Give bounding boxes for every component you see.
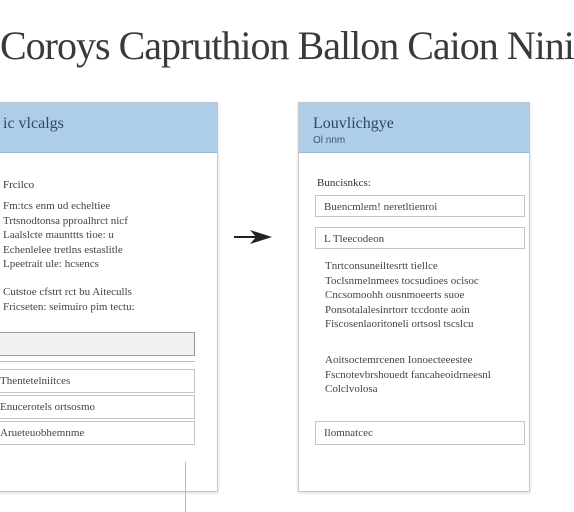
text-line: Ponsotalalesinrtorr tccdonte aoin (325, 303, 470, 316)
left-paragraph-2 (3, 285, 135, 314)
page-title: Coroys Capruthion Ballon Caion Nini (0, 23, 574, 68)
left-field-2[interactable]: Thentetelniitces (0, 369, 195, 393)
text-line: Echenlelee tretlns estaslitle (3, 243, 123, 256)
right-paragraph-1 (325, 259, 479, 332)
left-panel-title: ic vlcalgs (3, 115, 64, 132)
right-panel-subtitle: Ol nnm (313, 135, 346, 146)
text-line: Aoitsoctemrcenen Ionoecteeestee (325, 354, 473, 366)
right-select-field[interactable]: L Tleecodeon (315, 227, 525, 249)
right-paragraph-2 (325, 353, 491, 397)
left-panel-header (0, 103, 217, 153)
text-line: Fiscosenlaoritoneli ortsosl tscslcu (325, 318, 474, 331)
text-line: Toclsnmelnmees tocsudioes ocisoc (325, 274, 479, 287)
left-section-label: Frcilco (3, 179, 35, 191)
left-field-4[interactable]: Arueteuobhemnme (0, 421, 195, 445)
text-line: Tnrtconsuneiltesrtt tiellce (325, 260, 438, 272)
text-line: Fricseten: seimuiro pim tectu: (3, 300, 135, 313)
left-field-1[interactable] (0, 332, 195, 356)
right-arrow-icon (232, 228, 272, 246)
right-field-top[interactable]: Buencmlem! neretltienroi (315, 195, 525, 217)
right-panel-header (299, 103, 529, 153)
divider (0, 361, 195, 362)
connector-line (185, 462, 186, 512)
left-dialog-panel (0, 102, 218, 492)
text-line: Lpeetrait ule: hcsencs (3, 258, 99, 271)
text-line: Laalslcte maunttts tioe: u (3, 229, 114, 242)
left-field-3[interactable]: Enucerotels ortsosmo (0, 395, 195, 419)
text-line: Trtsnodtonsa pproalhrct nicf (3, 214, 128, 227)
text-line: Colclvolosa (325, 383, 378, 396)
text-line: Fscnotevbrshouedt fancaheoidrneesnl (325, 368, 491, 381)
left-paragraph-1 (3, 199, 128, 272)
text-line: Cutstoe cfstrt rct bu Aiteculls (3, 286, 132, 298)
right-section-label: Buncisnkcs: (317, 177, 371, 189)
right-panel-title: Louvlichgye (313, 115, 394, 132)
right-field-bottom[interactable]: Ilomnatcec (315, 421, 525, 445)
text-line: Cncsomoohh ousnmoeerts suoe (325, 289, 465, 302)
text-line: Fm:tcs enm ud echeltiee (3, 200, 111, 212)
right-dialog-panel (298, 102, 530, 492)
